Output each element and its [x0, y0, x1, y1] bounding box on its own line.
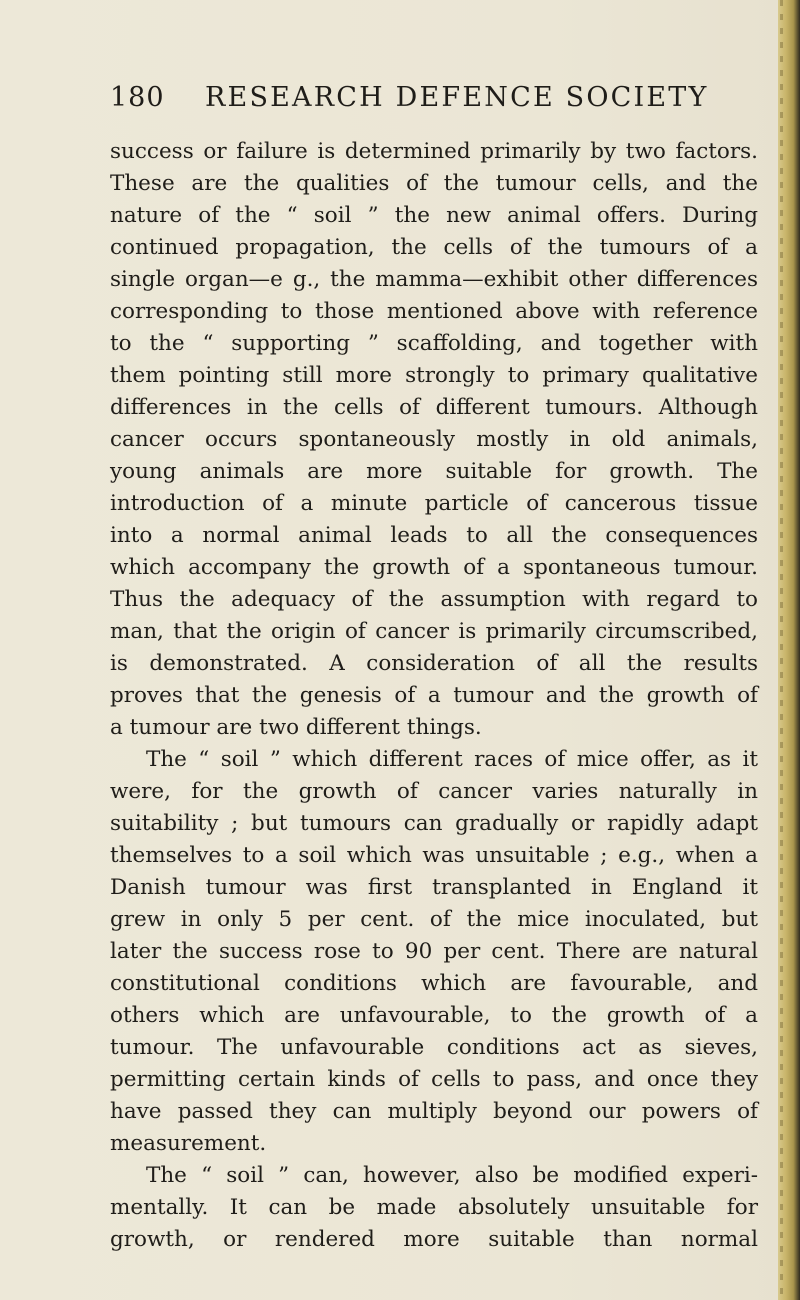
text-line-33: The “ soil ” can, however, also be modified experi- [146, 1163, 758, 1188]
text-line-5: single organ—e g., the mamma—exhibit other differences [110, 267, 758, 292]
text-line-35: growth, or rendered more suitable than normal [110, 1227, 758, 1252]
text-line-15: Thus the adequacy of the assumption with regard to [110, 587, 758, 612]
text-line-21: were, for the growth of cancer varies naturally in [110, 779, 758, 804]
text-line-27: constitutional conditions which are favourable, and [110, 971, 758, 996]
text-line-4: continued propagation, the cells of the tumours of a [110, 235, 758, 260]
text-line-23: themselves to a soil which was unsuitable ; e.g., when a [110, 843, 758, 868]
page-number: 180 [110, 82, 165, 113]
text-line-32: measurement. [110, 1131, 267, 1156]
body-text [110, 136, 758, 1256]
text-line-19: a tumour are two different things. [110, 715, 482, 740]
text-line-13: into a normal animal leads to all the consequences [110, 523, 758, 548]
text-line-22: suitability ; but tumours can gradually or rapidly adapt [110, 811, 758, 836]
text-line-17: is demonstrated. A consideration of all the results [110, 651, 758, 676]
text-line-34: mentally. It can be made absolutely unsuitable for [110, 1195, 758, 1220]
text-line-25: grew in only 5 per cent. of the mice inoculated, but [110, 907, 758, 932]
text-line-7: to the “ supporting ” scaffolding, and together with [110, 331, 758, 356]
text-line-3: nature of the “ soil ” the new animal offers. During [110, 203, 758, 228]
text-line-16: man, that the origin of cancer is primarily circumscribed, [110, 619, 758, 644]
text-line-14: which accompany the growth of a spontaneous tumour. [110, 555, 758, 580]
text-line-9: differences in the cells of different tumours. Although [110, 395, 758, 420]
text-line-12: introduction of a minute particle of cancerous tissue [110, 491, 758, 516]
text-line-8: them pointing still more strongly to primary qualitative [110, 363, 758, 388]
text-line-30: permitting certain kinds of cells to pass, and once they [110, 1067, 758, 1092]
text-line-2: These are the qualities of the tumour cells, and the [110, 171, 758, 196]
text-line-10: cancer occurs spontaneously mostly in old animals, [110, 427, 758, 452]
text-line-28: others which are unfavourable, to the growth of a [110, 1003, 758, 1028]
text-line-24: Danish tumour was first transplanted in England it [110, 875, 758, 900]
running-head [110, 82, 750, 122]
text-line-29: tumour. The unfavourable conditions act as sieves, [110, 1035, 758, 1060]
text-line-26: later the success rose to 90 per cent. There are natural [110, 939, 758, 964]
text-line-18: proves that the genesis of a tumour and the growth of [110, 683, 758, 708]
running-title: RESEARCH DEFENCE SOCIETY [205, 82, 709, 113]
text-line-20: The “ soil ” which different races of mice offer, as it [146, 747, 758, 772]
text-line-11: young animals are more suitable for growth. The [110, 459, 758, 484]
text-line-6: corresponding to those mentioned above with reference [110, 299, 758, 324]
book-spine-edge [778, 0, 800, 1300]
text-line-31: have passed they can multiply beyond our powers of [110, 1099, 758, 1124]
text-line-1: success or failure is determined primarily by two factors. [110, 139, 758, 164]
